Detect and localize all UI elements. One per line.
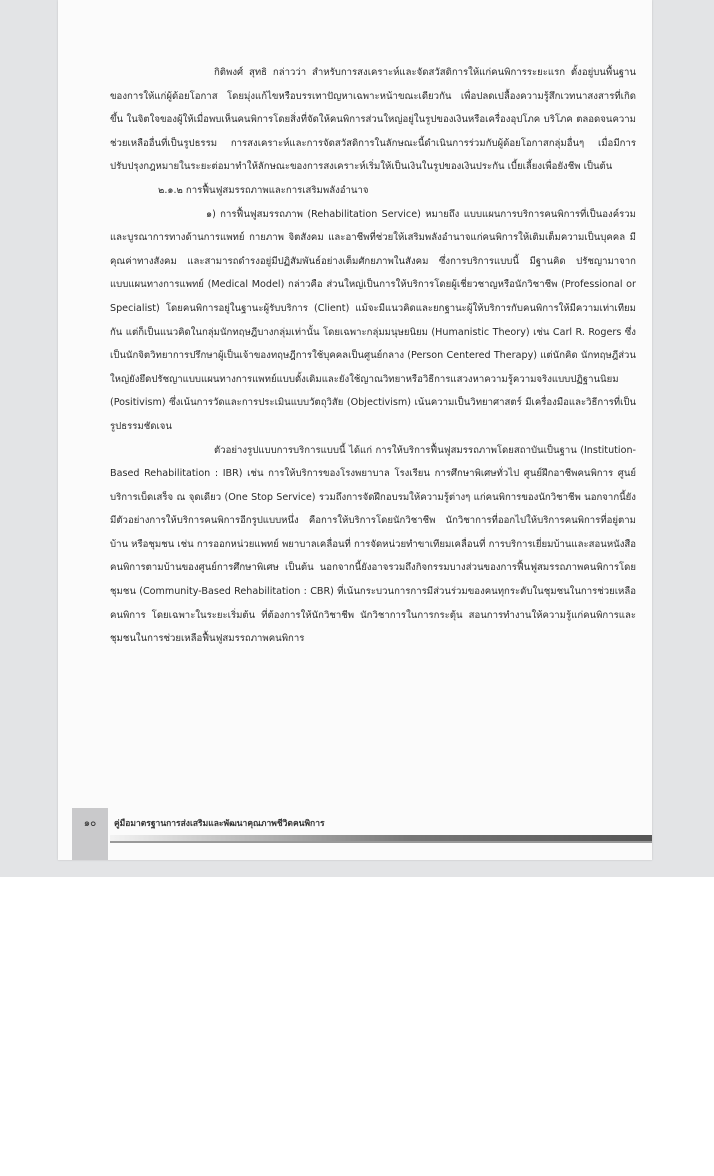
- page-number: ๑๐: [83, 818, 97, 829]
- footer-rule-line: [110, 841, 652, 843]
- section-heading: ๒.๑.๒ การฟื้นฟูสมรรถภาพและการเสริมพลังอำนาจ: [158, 184, 369, 196]
- paragraph-welfare: กิติพงศ์ สุทธิ กล่าวว่า สำหรับการสงเคราะห์และจัดสวัสดิการให้แก่คนพิการระยะแรก ตั้งอยู่บนพื้นฐานของการให้แก่ผู้ด้อยโอกาส โดยมุ่งแก้ไขหรือบรรเทาปัญหาเฉพาะหน้าขณะเดียวกัน เพื่อปลดเปลื้องความรู้สึกเวทนาสงสารที่เกิดขึ้น ในจิตใจของผู้ให้เมื่อพบเห็นคนพิการโดยสิ่งที่จัดให้คนพิการส่วนใหญ่อยู่ในรูปของเงินหรือเครื่องอุปโภค บริโภค ตลอดจนความช่วยเหลืออื่นที่เป็นรูปธรรม การสงเคราะห์และการจัดสวัสดิการในลักษณะนี้ดำเนินการร่วมกับผู้ด้อยโอกาสกลุ่มอื่นๆ เมื่อมีการปรับปรุงกฎหมายในระยะต่อมาทำให้ลักษณะของการสงเคราะห์เริ่มให้เป็นเงินในรูปของเงินประกัน เบี้ยเลี้ยงเพื่อยังชีพ เป็นต้น: [110, 67, 636, 173]
- paragraph-service-examples: ตัวอย่างรูปแบบการบริการแบบนี้ ได้แก่ การให้บริการฟื้นฟูสมรรถภาพโดยสถาบันเป็นฐาน (Institution-Based Rehabilitation : IBR) เช่น การให้บริการของโรงพยาบาล โรงเรียน การศึกษาพิเศษทั่วไป ศูนย์ฝึกอาชีพคนพิการ ศูนย์บริการเบ็ดเสร็จ ณ จุดเดียว (One Stop Service) รวมถึงการจัดฝึกอบรมให้ความรู้ต่างๆ แก่คนพิการของนักวิชาชีพ นอกจากนี้ยังมีตัวอย่างการให้บริการคนพิการอีกรูปแบบหนึ่ง คือการให้บริการโดยนักวิชาชีพ นักวิชาการที่ออกไปให้บริการคนพิการที่อยู่ตามบ้าน หรือชุมชน เช่น การออกหน่วยแพทย์ พยาบาลเคลื่อนที่ การจัดหน่วยทำขาเทียมเคลื่อนที่ การบริการเยี่ยมบ้านและสอนหนังสือคนพิการตามบ้านของศูนย์การศึกษาพิเศษ เป็นต้น นอกจากนี้ยังอาจรวมถึงกิจกรรมบางส่วนของการฟื้นฟูสมรรถภาพคนพิการโดยชุมชน (Community-Based Rehabilitation : CBR) ที่เน้นกระบวนการการมีส่วนร่วมของคนทุกระดับในชุมชนในการช่วยเหลือคนพิการ โดยเฉพาะในระยะเริ่มต้น ที่ต้องการให้นักวิชาชีพ นักวิชาการในการกระตุ้น สอนการทำงานให้ความรู้แก่คนพิการและชุมชนในการช่วยเหลือฟื้นฟูสมรรถภาพคนพิการ: [110, 444, 636, 645]
- paragraph-rehabilitation: ๑) การฟื้นฟูสมรรถภาพ (Rehabilitation Service) หมายถึง แบบแผนการบริการคนพิการที่เป็นองค์รวมและบูรณาการทางด้านการแพทย์ กายภาพ จิตสังคม และอาชีพที่ช่วยให้เสริมพลังอำนาจแก่คนพิการให้เติมเต็มความเป็นบุคคล มีคุณค่าทางสังคม และสามารถดำรงอยู่มีปฏิสัมพันธ์อย่างเต็มศักยภาพในสังคม ซึ่งการบริการแบบนี้ มีฐานคิด ปรัชญามาจากแบบแผนทางการแพทย์ (Medical Model) กล่าวคือ ส่วนใหญ่เป็นการให้บริการโดยผู้เชี่ยวชาญหรือนักวิชาชีพ (Professional or Specialist) โดยคนพิการอยู่ในฐานะผู้รับบริการ (Client) แม้จะมีแนวคิดและยกฐานะผู้ให้บริการกับคนพิการให้มีความเท่าเทียมกัน แต่ก็เป็นแนวคิดในกลุ่มนักทฤษฎีบางกลุ่มเท่านั้น โดยเฉพาะกลุ่มมนุษยนิยม (Humanistic Theory) เช่น Carl R. Rogers ซึ่งเป็นนักจิตวิทยาการปรึกษาผู้เป็นเจ้าของทฤษฎีการใช้บุคคลเป็นศูนย์กลาง (Person Centered Therapy) แต่นักคิด นักทฤษฎีส่วนใหญ่ยังยึดปรัชญาแบบแผนทางการแพทย์แบบดั้งเดิมและยังใช้ญาณวิทยาหรือวิธีการแสวงหาความรู้ความจริงแบบปฏิฐานนิยม (Positivism) ซึ่งเน้นการวัดและการประเมินแบบวัตถุวิสัย (Objectivism) เน้นความเป็นวิทยาศาสตร์ มีเครื่องมือและวิธีการที่เป็นรูปธรรมชัดเจน: [110, 208, 636, 432]
- page-body: [110, 61, 636, 651]
- running-footer-title: คู่มือมาตรฐานการส่งเสริมและพัฒนาคุณภาพชีวิตคนพิการ: [114, 819, 325, 829]
- document-page: [58, 0, 652, 860]
